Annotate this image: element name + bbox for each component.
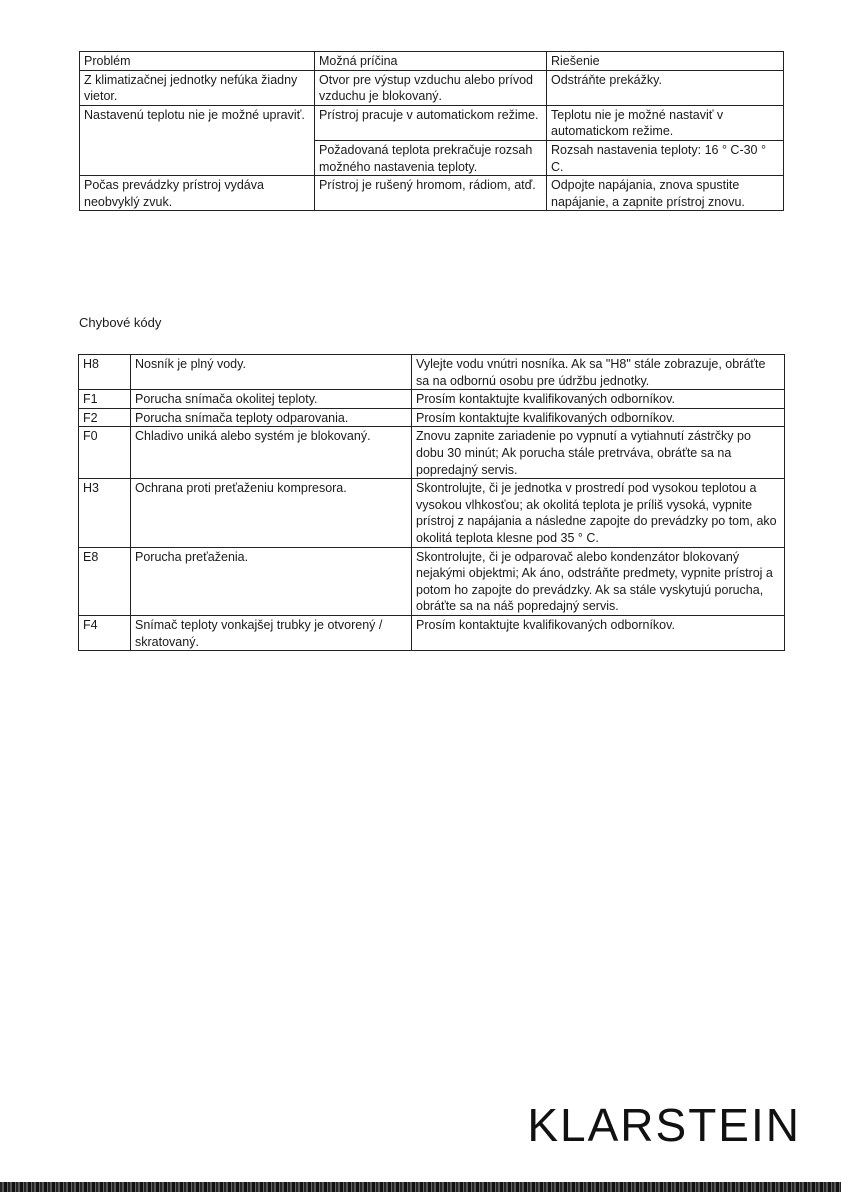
error-code: F0 <box>79 427 131 479</box>
solution-cell: Odpojte napájania, znova spustite napájanie, a zapnite prístroj znovu. <box>547 176 784 211</box>
cause-cell: Prístroj je rušený hromom, rádiom, atď. <box>315 176 547 211</box>
section-title: Chybové kódy <box>79 315 162 330</box>
error-description: Porucha preťaženia. <box>131 547 412 615</box>
table-header-row <box>80 52 784 71</box>
table-row <box>80 176 784 211</box>
cause-cell: Prístroj pracuje v automatickom režime. <box>315 105 547 140</box>
table-row <box>79 355 785 390</box>
header-problem: Problém <box>80 52 315 71</box>
error-description: Nosník je plný vody. <box>131 355 412 390</box>
error-code: F4 <box>79 615 131 650</box>
error-description: Ochrana proti preťaženiu kompresora. <box>131 479 412 547</box>
error-action: Prosím kontaktujte kvalifikovaných odborníkov. <box>412 615 785 650</box>
error-action: Prosím kontaktujte kvalifikovaných odborníkov. <box>412 408 785 427</box>
error-action: Znovu zapnite zariadenie po vypnutí a vytiahnutí zástrčky po dobu 30 minút; Ak porucha stále pretrváva, obráťte sa na popredajný servis. <box>412 427 785 479</box>
cause-cell: Požadovaná teplota prekračuje rozsah možného nastavenia teploty. <box>315 140 547 175</box>
cause-cell: Otvor pre výstup vzduchu alebo prívod vzduchu je blokovaný. <box>315 70 547 105</box>
brand-logo: KLARSTEIN <box>527 1099 801 1151</box>
error-description: Porucha snímača okolitej teploty. <box>131 390 412 409</box>
error-code: F1 <box>79 390 131 409</box>
error-description: Porucha snímača teploty odparovania. <box>131 408 412 427</box>
error-codes-table <box>78 354 785 651</box>
solution-cell: Teplotu nie je možné nastaviť v automatickom režime. <box>547 105 784 140</box>
table-row <box>79 547 785 615</box>
problem-cell: Nastavenú teplotu nie je možné upraviť. <box>80 105 315 175</box>
error-description: Chladivo uniká alebo systém je blokovaný. <box>131 427 412 479</box>
problem-cell: Počas prevádzky prístroj vydáva neobvyklý zvuk. <box>80 176 315 211</box>
table-row <box>80 105 784 140</box>
solution-cell: Odstráňte prekážky. <box>547 70 784 105</box>
header-solution: Riešenie <box>547 52 784 71</box>
error-code: H8 <box>79 355 131 390</box>
table-row <box>79 390 785 409</box>
error-code: H3 <box>79 479 131 547</box>
error-code: F2 <box>79 408 131 427</box>
solution-cell: Rozsah nastavenia teploty: 16 ° C-30 ° C. <box>547 140 784 175</box>
error-action: Skontrolujte, či je odparovač alebo kondenzátor blokovaný nejakými objektmi; Ak áno, odstráňte predmety, vypnite prístroj a potom ho zapojte do prevádzky. Ak sa stále vyskytujú porucha, obráťte sa na náš popredajný servis. <box>412 547 785 615</box>
table-row <box>79 615 785 650</box>
header-cause: Možná príčina <box>315 52 547 71</box>
footer-bar <box>0 1182 841 1192</box>
troubleshooting-table <box>79 51 784 211</box>
table-row <box>79 427 785 479</box>
problem-cell: Z klimatizačnej jednotky nefúka žiadny vietor. <box>80 70 315 105</box>
error-action: Prosím kontaktujte kvalifikovaných odborníkov. <box>412 390 785 409</box>
table-row <box>80 70 784 105</box>
error-code: E8 <box>79 547 131 615</box>
table-row <box>79 408 785 427</box>
table-row <box>79 479 785 547</box>
error-action: Skontrolujte, či je jednotka v prostredí pod vysokou teplotou a vysokou vlhkosťou; ak okolitá teplota je príliš vysoká, vypnite prístroj z napájania a následne zapojte do prevádzky po tom, ako okolitá teplota klesne pod 35 ° C. <box>412 479 785 547</box>
error-description: Snímač teploty vonkajšej trubky je otvorený / skratovaný. <box>131 615 412 650</box>
error-action: Vylejte vodu vnútri nosníka. Ak sa "H8" stále zobrazuje, obráťte sa na odbornú osobu pre údržbu jednotky. <box>412 355 785 390</box>
